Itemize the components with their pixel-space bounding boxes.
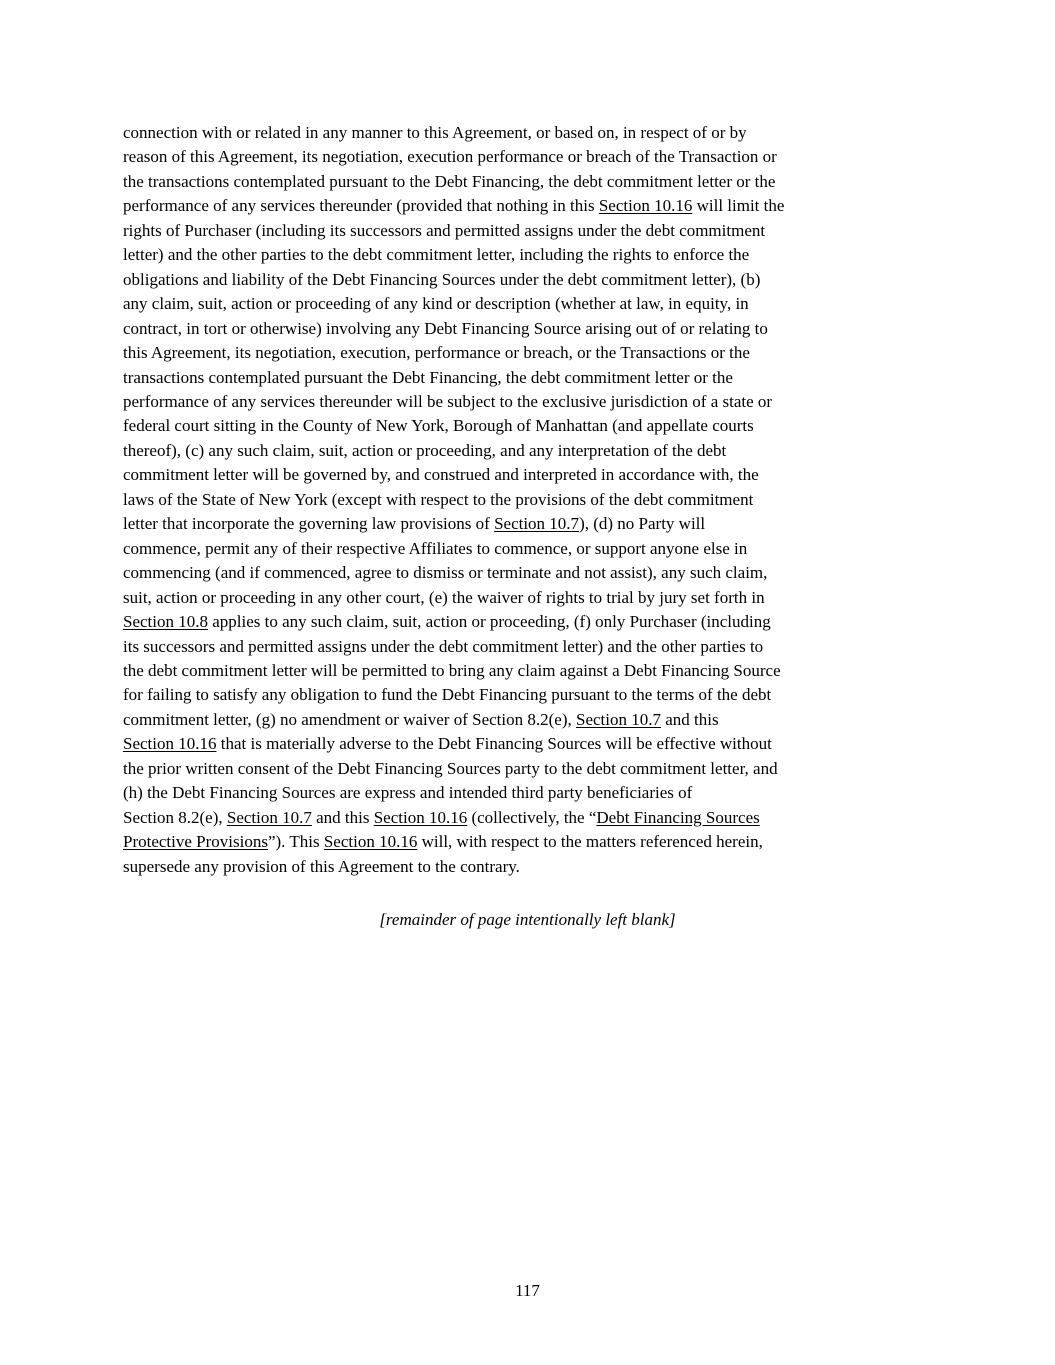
body-paragraph [123,121,953,879]
text-run: its successors and permitted assigns under the debt commitment letter) and the other parties to [123,636,764,656]
text-line [123,121,953,145]
text-line [123,317,953,341]
text-line [123,463,953,487]
text-run: will, with respect to the matters referenced herein, [417,832,763,852]
text-run: thereof), (c) any such claim, suit, action or proceeding, and any interpretation of the debt [123,440,727,460]
text-run: federal court sitting in the County of New York, Borough of Manhattan (and appellate courts [123,416,754,436]
text-run: connection with or related in any manner to this Agreement, or based on, in respect of or by [123,123,747,142]
text-run: ), (d) no Party will [579,514,706,534]
text-run: (h) the Debt Financing Sources are express and intended third party beneficiaries of [123,783,693,803]
text-run: letter that incorporate the governing law provisions of [123,514,495,534]
text-line [123,610,953,634]
text-line [123,414,953,438]
section-reference: Section 10.7 [226,807,312,827]
section-reference: Section 10.16 [123,734,217,754]
text-run: performance of any services thereunder (provided that nothing in this [123,196,599,216]
text-run: laws of the State of New York (except with respect to the provisions of the debt commitment [123,489,754,509]
text-run: any claim, suit, action or proceeding of any kind or description (whether at law, in equity, in [123,294,749,314]
text-run: (collectively, the “ [467,807,597,827]
text-run: Section 8.2(e), [123,807,227,827]
text-line [123,439,953,463]
text-run: commence, permit any of their respective Affiliates to commence, or support anyone else in [123,538,748,558]
text-line [123,488,953,512]
page-number: 117 [515,1281,540,1300]
text-line [123,366,953,390]
text-line [123,292,953,316]
text-run: reason of this Agreement, its negotiation, execution performance or breach of the Transaction or [123,147,777,167]
remainder-blank-note: [remainder of page intentionally left blank] [379,910,676,929]
section-reference: Section 10.16 [598,196,693,216]
text-line [123,170,953,194]
text-line [123,708,953,732]
section-reference: Section 10.16 [373,807,468,827]
section-reference: Section 10.7 [575,709,661,729]
text-run: commitment letter will be governed by, and construed and interpreted in accordance with, the [123,465,759,485]
text-line [123,732,953,756]
text-run: and this [311,807,374,827]
text-run: the debt commitment letter will be permitted to bring any claim against a Debt Financing Source [123,660,781,680]
text-run: applies to any such claim, suit, action or proceeding, (f) only Purchaser (including [208,612,771,632]
section-reference: Debt Financing Sources [596,807,760,827]
text-line [123,194,953,218]
text-run: supersede any provision of this Agreement to the contrary. [123,856,520,876]
text-line [123,390,953,414]
text-line [123,586,953,610]
text-run: commitment letter, (g) no amendment or waiver of Section 8.2(e), [123,709,576,729]
text-run: the transactions contemplated pursuant to the Debt Financing, the debt commitment letter or the [123,171,776,191]
text-run: contract, in tort or otherwise) involving any Debt Financing Source arising out of or relating to [123,318,768,338]
section-reference: Section 10.16 [323,832,418,852]
text-line [123,537,953,561]
text-run: rights of Purchaser (including its successors and permitted assigns under the debt commitment [123,220,766,240]
text-line [123,683,953,707]
text-run: for failing to satisfy any obligation to fund the Debt Financing pursuant to the terms of the debt [123,685,772,705]
text-line [123,659,953,683]
text-line [123,512,953,536]
text-run: and this [660,709,719,729]
text-line [123,757,953,781]
text-run: ”). This [267,832,324,852]
text-run: that is materially adverse to the Debt Financing Sources will be effective without [216,734,772,754]
text-line [123,830,953,854]
text-run: the prior written consent of the Debt Financing Sources party to the debt commitment letter, and [123,758,778,778]
text-run: obligations and liability of the Debt Financing Sources under the debt commitment letter), (b) [123,269,761,289]
text-line [123,219,953,243]
text-run: transactions contemplated pursuant the Debt Financing, the debt commitment letter or the [123,367,733,387]
section-reference: Section 10.7 [494,514,580,534]
text-line [123,243,953,267]
text-line [123,635,953,659]
text-run: this Agreement, its negotiation, execution, performance or breach, or the Transactions or the [123,343,750,363]
text-run: will limit the [692,196,785,216]
text-line [123,145,953,169]
text-run: letter) and the other parties to the debt commitment letter, including the rights to enforce the [123,245,750,265]
text-line [123,268,953,292]
text-run: commencing (and if commenced, agree to dismiss or terminate and not assist), any such claim, [123,563,768,583]
section-reference: Section 10.8 [123,612,208,632]
text-run: suit, action or proceeding in any other court, (e) the waiver of rights to trial by jury set forth in [123,587,765,607]
text-run: performance of any services thereunder will be subject to the exclusive jurisdiction of a state or [123,391,773,411]
text-line [123,781,953,805]
text-line [123,561,953,585]
text-line [123,806,953,830]
section-reference: Protective Provisions [123,832,268,852]
text-line [123,855,953,879]
text-line [123,341,953,365]
